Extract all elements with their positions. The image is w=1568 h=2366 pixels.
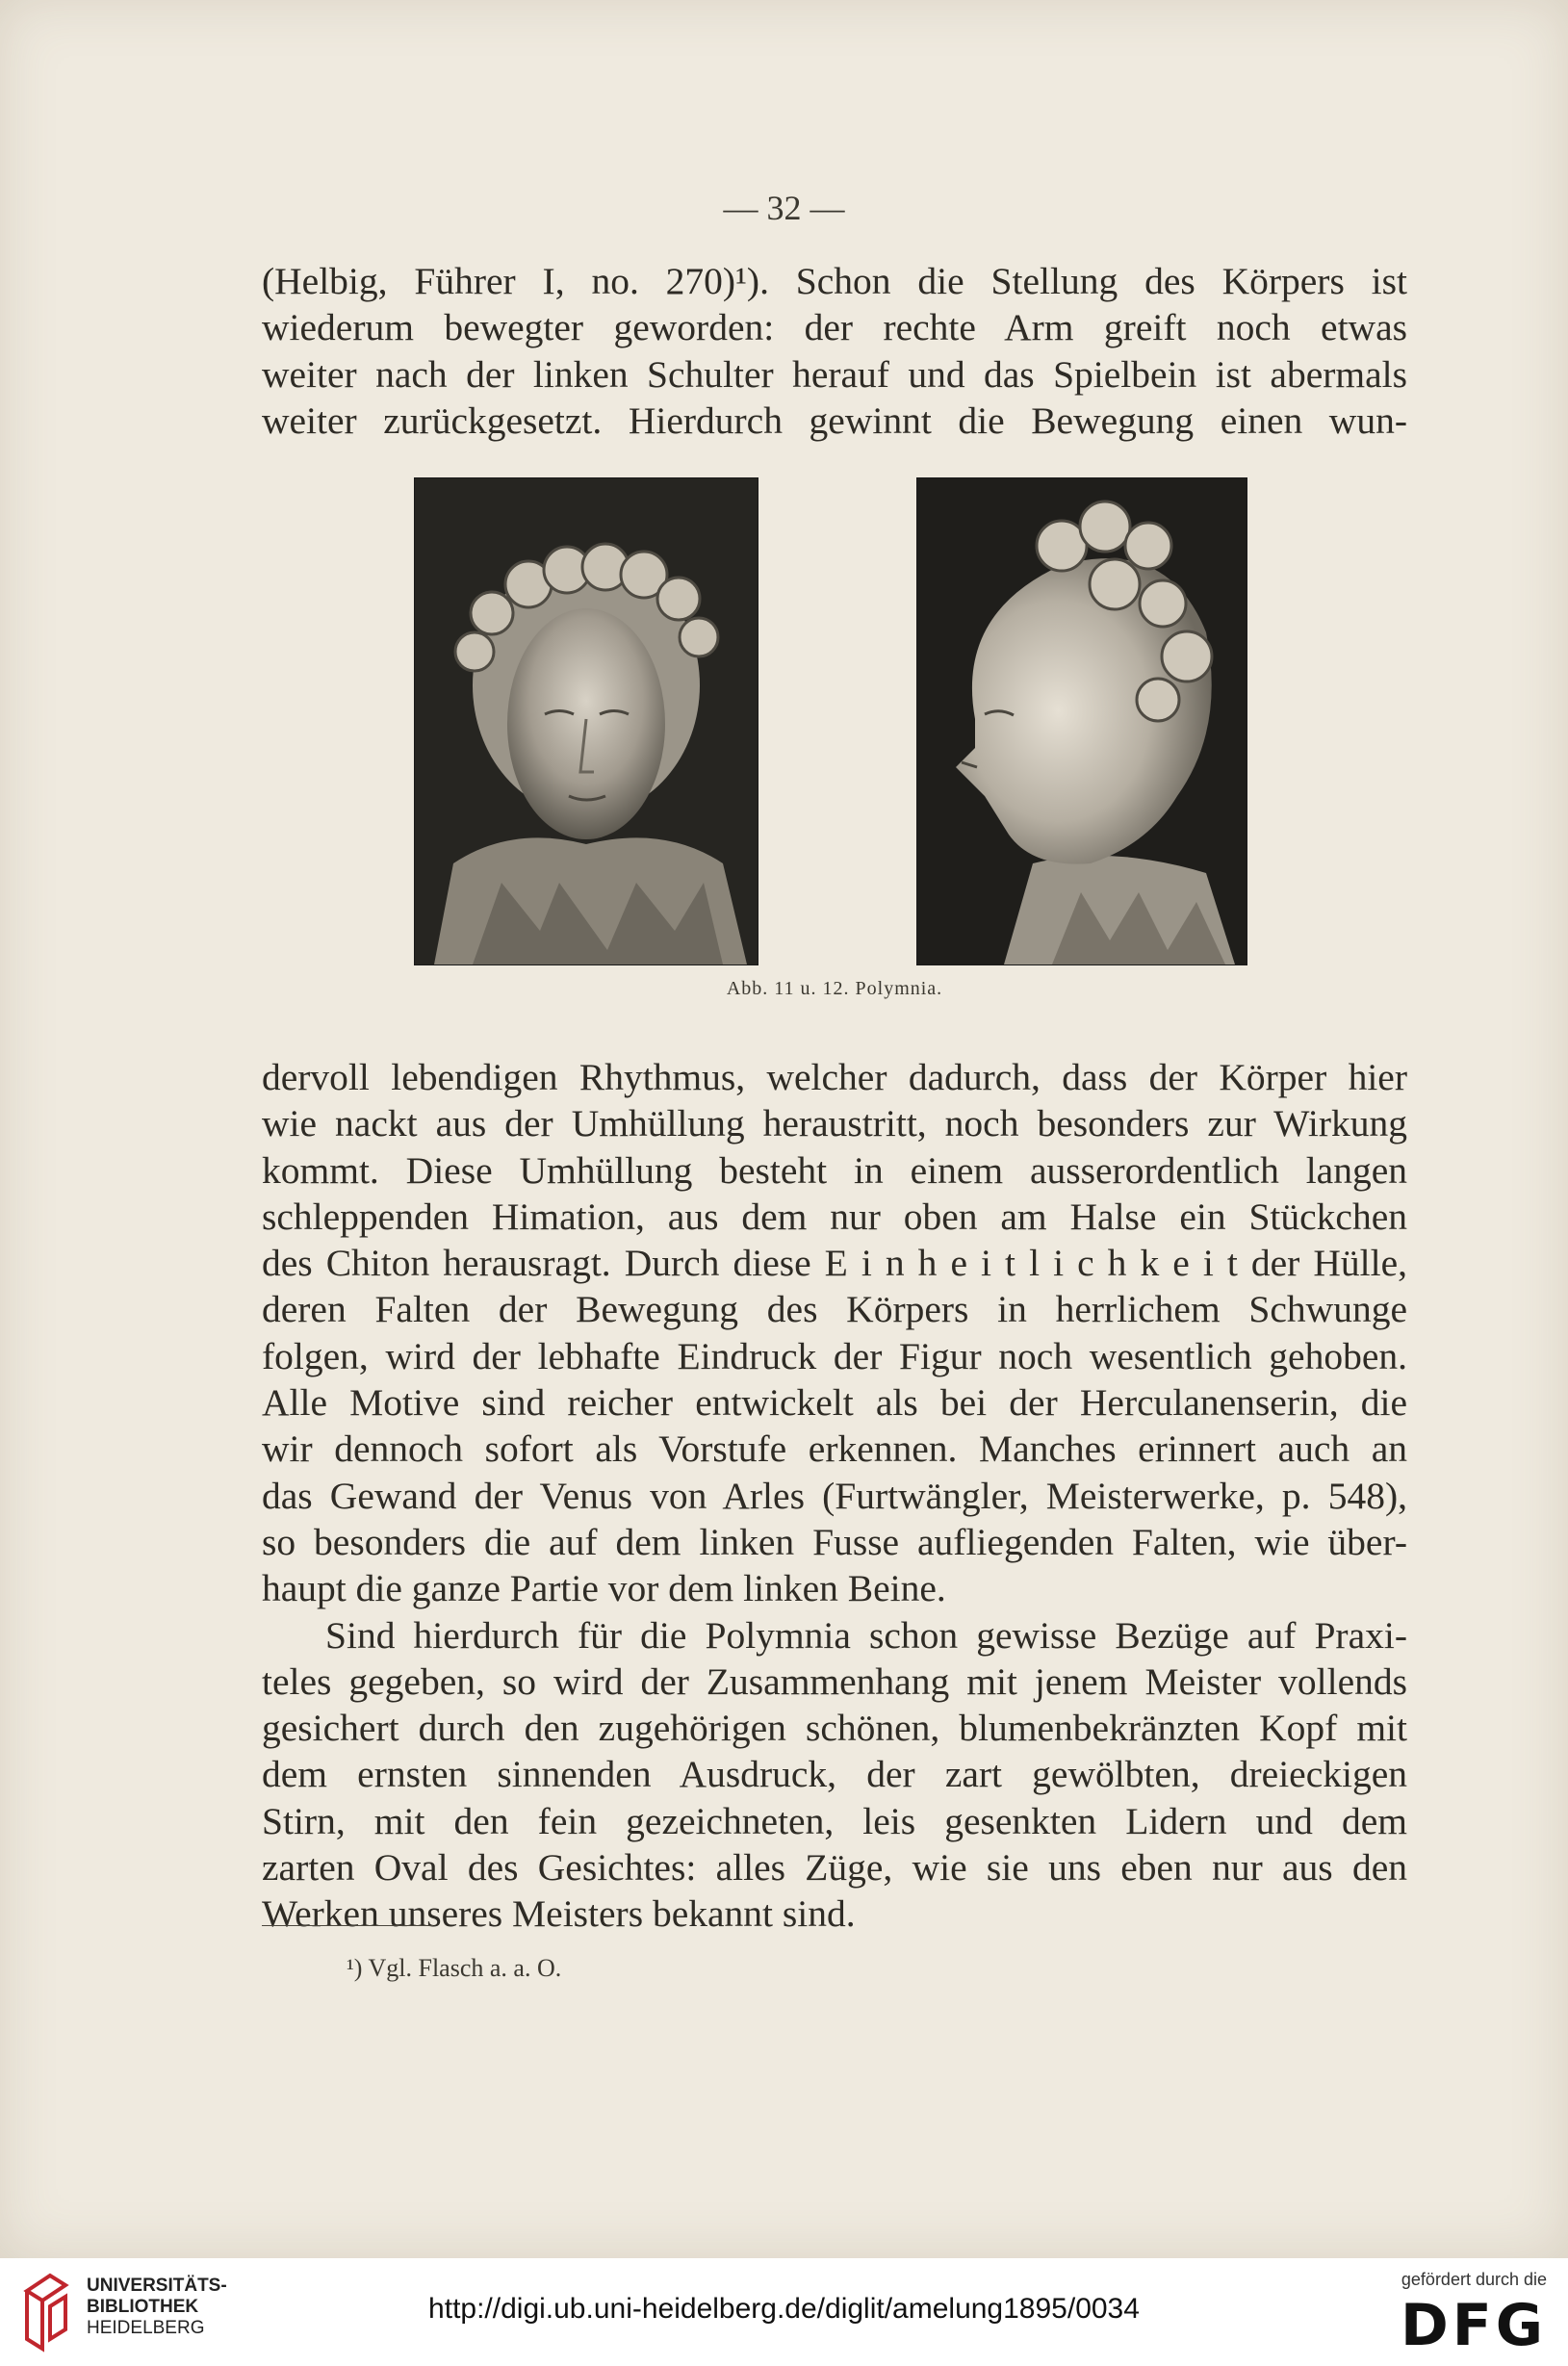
top-paragraph — [262, 258, 1407, 444]
text-line: wiederum bewegter geworden: der rechte Arm greift noch etwas — [262, 306, 1407, 349]
library-name-line: BIBLIOTHEK — [87, 2297, 199, 2317]
text-line: gesichert durch den zugehörigen schönen, blumenbekränzten Kopf mit — [262, 1707, 1407, 1750]
text-line: (Helbig, Führer I, no. 270)¹). Schon die Stellung des Körpers ist — [262, 260, 1407, 302]
text-line: das Gewand der Venus von Arles (Furtwängler, Meisterwerke, p. 548), — [262, 1474, 1407, 1517]
footnote-marker: ¹) — [347, 1954, 363, 1982]
text-line: Stirn, mit den fein gezeichneten, leis gesenkten Lidern und dem — [262, 1799, 1407, 1842]
text-line: wie nackt aus der Umhüllung heraustritt, noch besonders zur Wirkung — [262, 1102, 1407, 1145]
text-line: Alle Motive sind reicher entwickelt als bei der Herculanenserin, die — [262, 1381, 1407, 1425]
main-paragraphs — [262, 1054, 1407, 1938]
text-line: schleppenden Himation, aus dem nur oben am Halse ein Stückchen — [262, 1195, 1407, 1238]
text-line: weiter zurückgesetzt. Hierdurch gewinnt die Bewegung einen wun- — [262, 399, 1407, 442]
text-line: zarten Oval des Gesichtes: alles Züge, wie sie uns eben nur aus den — [262, 1846, 1407, 1890]
text-line: kommt. Diese Umhüllung besteht in einem ausserordentlich langen — [262, 1148, 1407, 1192]
page-number: — 32 — — [723, 189, 845, 227]
figure — [262, 470, 1407, 1022]
polymnia-head-profile-photo — [916, 477, 1247, 965]
bust-profile-view-image — [917, 478, 1247, 964]
polymnia-head-front-photo — [414, 477, 758, 965]
source-url-link[interactable]: http://digi.ub.uni-heidelberg.de/diglit/amelung1895/0034 — [428, 2293, 1140, 2325]
bust-front-view-image — [415, 478, 758, 964]
text-line: teles gegeben, so wird der Zusammenhang mit jenem Meister vollends — [262, 1659, 1407, 1703]
text-line: dem ernsten sinnenden Ausdruck, der zart gewölbten, dreieckigen — [262, 1753, 1407, 1796]
text-line: dervoll lebendigen Rhythmus, welcher dadurch, dass der Körper hier — [262, 1056, 1407, 1098]
text-line: weiter nach der linken Schulter herauf und das Spielbein ist abermals — [262, 352, 1407, 396]
footnote-divider — [262, 1925, 433, 1926]
text-line: Werken unseres Meisters bekannt sind. — [262, 1892, 856, 1936]
text-line: wir dennoch sofort als Vorstufe erkennen. Manches erinnert auch an — [262, 1427, 1407, 1471]
text-line: folgen, wird der lebhafte Eindruck der Figur noch wesentlich gehoben. — [262, 1334, 1407, 1377]
text-line: deren Falten der Bewegung des Körpers in herrlichem Schwunge — [262, 1288, 1407, 1331]
text-line: so besonders die auf dem linken Fusse aufliegenden Falten, wie über- — [262, 1520, 1407, 1563]
footnote-text: Vgl. Flasch a. a. O. — [368, 1954, 562, 1982]
text-line: Sind hierdurch für die Polymnia schon gewisse Bezüge auf Praxi- — [325, 1613, 1407, 1657]
library-name-line: UNIVERSITÄTS- — [87, 2276, 227, 2296]
funding-note: gefördert durch die — [1401, 2270, 1547, 2289]
paragraph-1 — [262, 1054, 1407, 1612]
figure-caption: Abb. 11 u. 12. Polymnia. — [726, 978, 943, 999]
text-line: haupt die ganze Partie vor dem linken Beine. — [262, 1567, 946, 1610]
library-name-line: HEIDELBERG — [87, 2318, 205, 2338]
paragraph-2 — [262, 1612, 1407, 1938]
text-line: des Chiton herausragt. Durch diese E i n h e i t l i c h k e i t der Hülle, — [262, 1242, 1407, 1285]
footnote — [347, 1954, 561, 1983]
dfg-logo: DFG — [1400, 2292, 1547, 2359]
digitization-footer — [0, 2258, 1568, 2366]
